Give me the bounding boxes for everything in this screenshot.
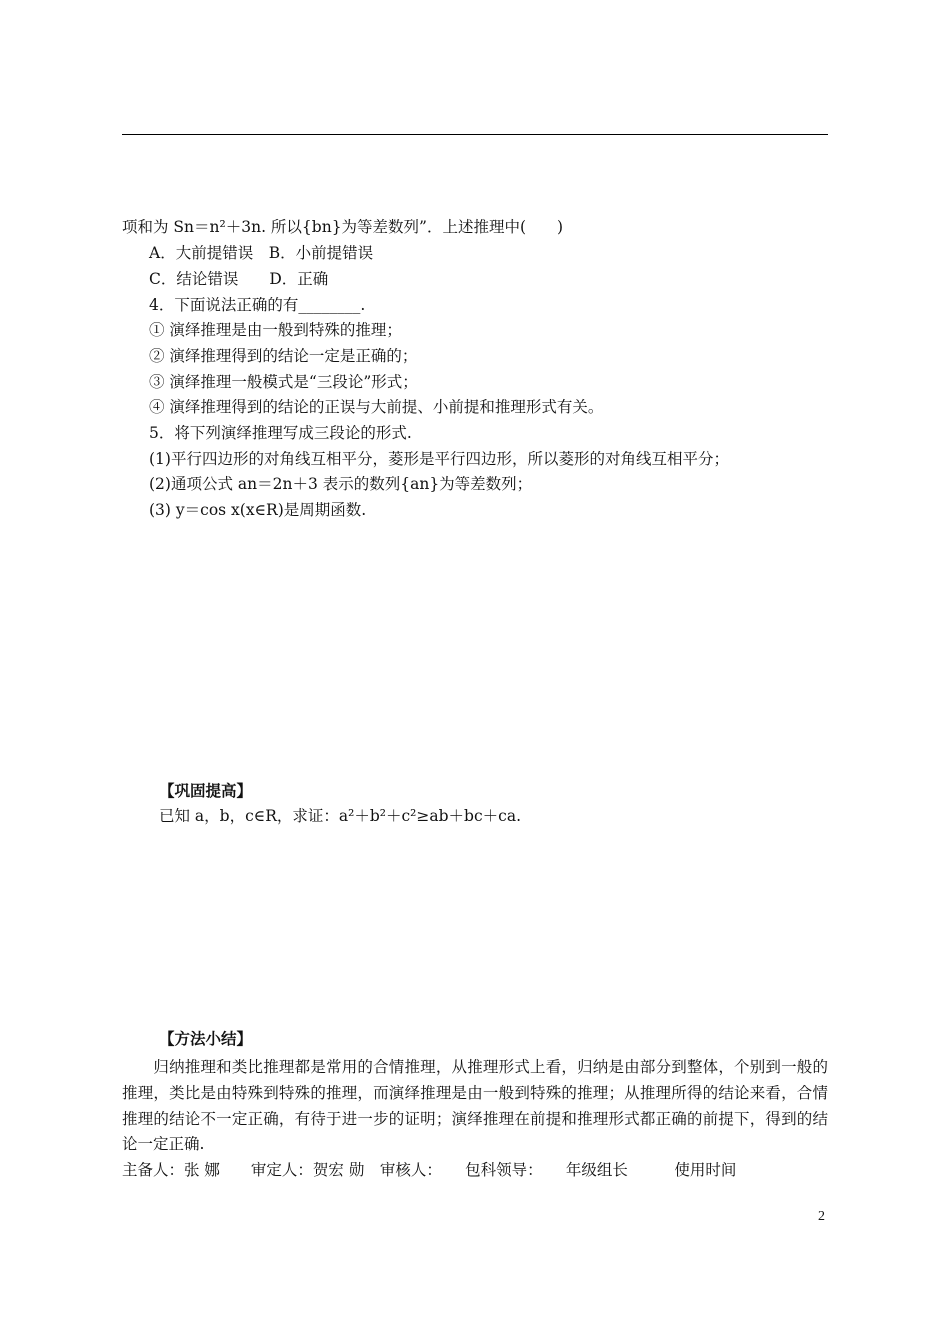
problem5-item-2: (2)通项公式 an＝2n＋3 表示的数列{an}为等差数列； bbox=[149, 475, 533, 493]
statement-3: ③ 演绎推理一般模式是“三段论”形式； bbox=[149, 373, 418, 391]
problem3-options-cd: C．结论错误 D．正确 bbox=[149, 270, 329, 288]
problem3-continuation: 项和为 Sn＝n²＋3n. 所以{bn}为等差数列”．上述推理中( ) bbox=[122, 218, 564, 236]
problem5-item-3: (3) y＝cos x(x∈R)是周期函数. bbox=[149, 501, 367, 519]
problem4-question: 4．下面说法正确的有________. bbox=[149, 296, 366, 314]
consolidation-problem: 已知 a，b，c∈R，求证：a²＋b²＋c²≥ab＋bc＋ca. bbox=[159, 807, 522, 825]
footer-credits: 主备人：张 娜 审定人：贺宏 勋 审核人： 包科领导： 年级组长 使用时间 bbox=[122, 1161, 737, 1179]
statement-1: ① 演绎推理是由一般到特殊的推理； bbox=[149, 321, 402, 339]
problem5-question: 5．将下列演绎推理写成三段论的形式. bbox=[149, 424, 412, 442]
header-rule bbox=[122, 134, 828, 135]
problem5-item-1: (1)平行四边形的对角线互相平分，菱形是平行四边形，所以菱形的对角线互相平分； bbox=[149, 450, 729, 468]
problem3-options-ab: A．大前提错误 B．小前提错误 bbox=[149, 244, 374, 262]
consolidation-heading: 【巩固提高】 bbox=[159, 781, 253, 800]
statement-2: ② 演绎推理得到的结论一定是正确的； bbox=[149, 347, 418, 365]
statement-4: ④ 演绎推理得到的结论的正误与大前提、小前提和推理形式有关。 bbox=[149, 398, 604, 416]
summary-heading: 【方法小结】 bbox=[159, 1029, 253, 1048]
page-number: 2 bbox=[818, 1209, 825, 1224]
summary-paragraph: 归纳推理和类比推理都是常用的合情推理，从推理形式上看，归纳是由部分到整体，个别到一般的推理，类比是由特殊到特殊的推理，而演绎推理是由一般到特殊的推理；从推理所得的结论来看，合情推理的结论不一定正确，有待于进一步的证明；演绎推理在前提和推理形式都正确的前提下，得到的结论一定正确. bbox=[122, 1058, 828, 1154]
